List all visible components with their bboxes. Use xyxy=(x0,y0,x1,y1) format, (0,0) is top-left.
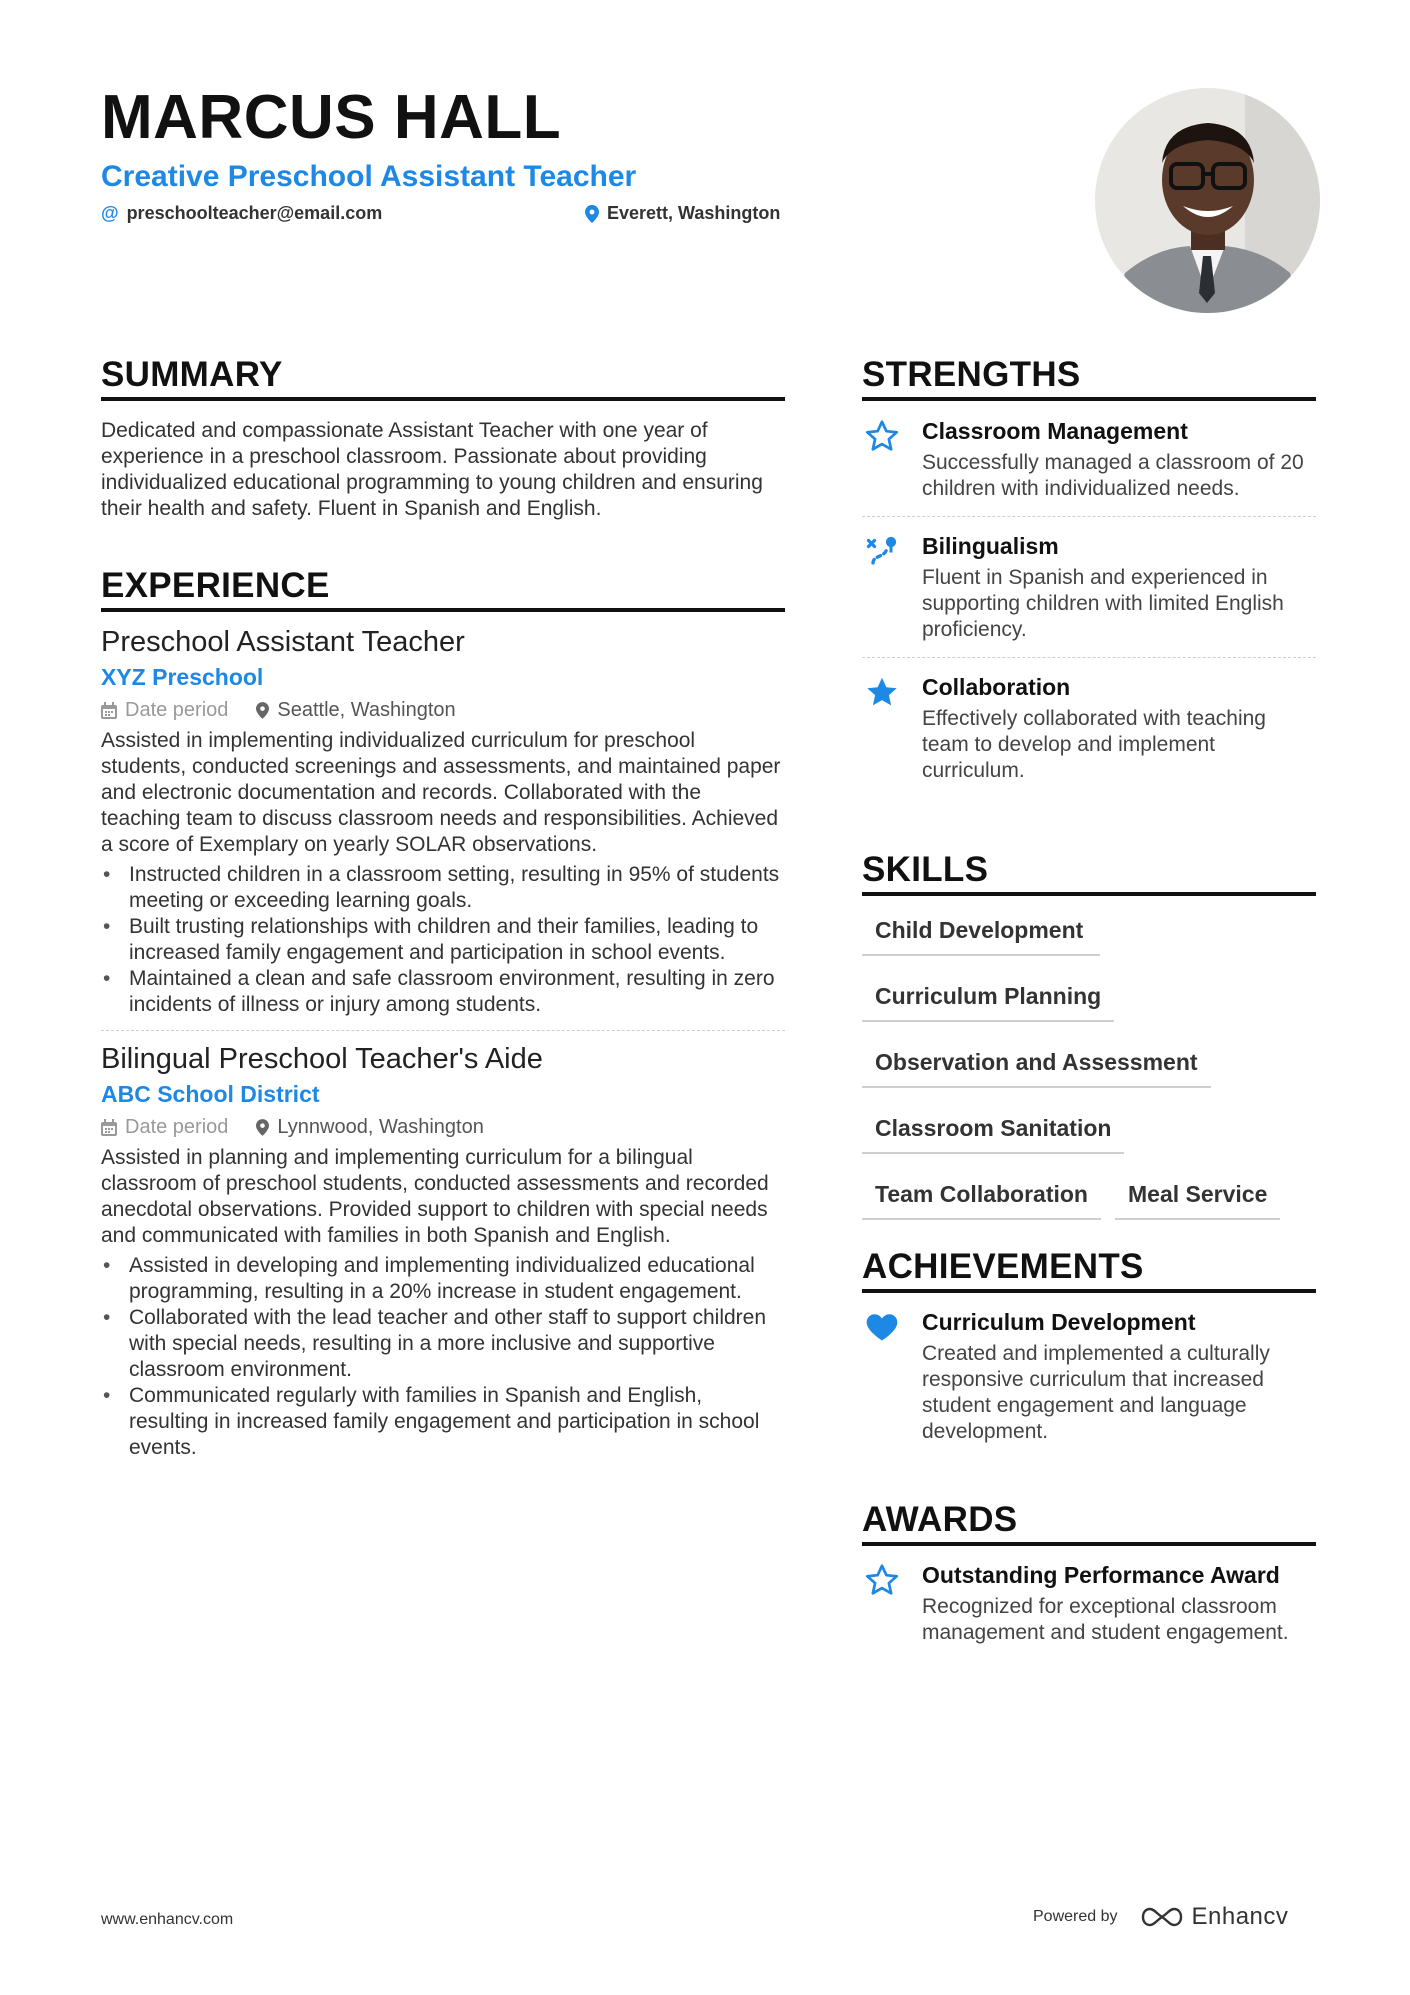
strengths-heading: STRENGTHS xyxy=(862,355,1081,394)
strength-description: Fluent in Spanish and experienced in supporting children with limited English proficiency. xyxy=(922,566,1284,641)
job-bullets xyxy=(101,862,785,1018)
skill-tag: Curriculum Planning xyxy=(862,975,1114,1022)
achievements-heading: ACHIEVEMENTS xyxy=(862,1247,1144,1286)
footer-website-link[interactable]: www.enhancv.com xyxy=(101,1911,234,1928)
skill-tag: Meal Service xyxy=(1115,1173,1280,1220)
job-bullet: • Communicated regularly with families in Spanish and English, resulting in increased family engagement and participation in school events. xyxy=(101,1383,785,1461)
location-pin-icon xyxy=(256,1119,269,1136)
awards-list xyxy=(862,1560,1316,1646)
award-description: Recognized for exceptional classroom management and student engagement. xyxy=(922,1595,1289,1644)
experience-list xyxy=(101,624,785,1461)
summary-heading: SUMMARY xyxy=(101,355,283,394)
strength-title: Classroom Management xyxy=(922,418,1188,444)
strength-title: Bilingualism xyxy=(922,533,1059,559)
calendar-icon xyxy=(101,702,117,719)
experience-entry xyxy=(101,624,785,1018)
job-description: Assisted in planning and implementing curriculum for a bilingual classroom of preschool students, conducted assessments and recorded anecdotal observations. Provided support to children with special needs and communicated with families in both Spanish and English. xyxy=(101,1146,769,1247)
job-bullet: • Maintained a clean and safe classroom environment, resulting in zero incidents of illness or injury among students. xyxy=(101,966,785,1018)
achievements-list xyxy=(862,1307,1316,1445)
job-location xyxy=(256,1113,483,1141)
heart-icon xyxy=(864,1309,900,1345)
candidate-headline: Creative Preschool Assistant Teacher xyxy=(101,160,637,193)
location-pin-icon xyxy=(585,205,599,223)
contact-email[interactable] xyxy=(101,203,382,224)
skill-tag: Team Collaboration xyxy=(862,1173,1101,1220)
location-text: Everett, Washington xyxy=(607,203,781,223)
job-meta xyxy=(101,1113,785,1141)
award-title: Outstanding Performance Award xyxy=(922,1562,1280,1588)
job-bullet: • Assisted in developing and implementing individualized educational programming, resulting in a 20% increase in student engagement. xyxy=(101,1253,785,1305)
job-title: Preschool Assistant Teacher xyxy=(101,626,465,658)
profile-photo xyxy=(1095,88,1320,313)
footer-powered-by[interactable] xyxy=(1033,1903,1288,1931)
company-name: ABC School District xyxy=(101,1081,320,1107)
route-icon xyxy=(864,533,900,569)
award-item xyxy=(862,1560,1316,1646)
job-description: Assisted in implementing individualized curriculum for preschool students, conducted screenings and assessments, and maintained paper and electronic documentation and records. Collaborated with the teaching team to discuss classroom needs and responsibilities. Achieved a score of Exemplary on yearly SOLAR observations. xyxy=(101,729,781,856)
experience-rule xyxy=(101,608,785,612)
candidate-name: MARCUS HALL xyxy=(101,83,562,152)
strengths-rule xyxy=(862,397,1316,401)
brand-name: Enhancv xyxy=(1191,1903,1289,1930)
job-date xyxy=(101,1113,228,1141)
calendar-icon xyxy=(101,1119,117,1136)
awards-rule xyxy=(862,1542,1316,1546)
strength-item xyxy=(862,531,1316,643)
at-icon: @ xyxy=(101,203,119,223)
brand-logo xyxy=(1140,1903,1289,1931)
achievement-item xyxy=(862,1307,1316,1445)
skills-list xyxy=(862,909,1316,1239)
location-pin-icon xyxy=(256,702,269,719)
job-date-text: Date period xyxy=(125,1116,229,1138)
summary-text: Dedicated and compassionate Assistant Teacher with one year of experience in a preschool classroom. Passionate about providing individualized educational programming to young children and ensuring their health and safety. Fluent in Spanish and English. xyxy=(101,419,763,520)
enhancv-logo-icon xyxy=(1140,1906,1184,1928)
skill-tag: Child Development xyxy=(862,909,1100,956)
achievement-title: Curriculum Development xyxy=(922,1309,1196,1335)
achievement-description: Created and implemented a culturally responsive curriculum that increased student engagement and language development. xyxy=(922,1342,1270,1443)
strength-title: Collaboration xyxy=(922,674,1071,700)
job-location-text: Seattle, Washington xyxy=(277,699,456,721)
job-bullet: • Collaborated with the lead teacher and other staff to support children with special needs, resulting in a more inclusive and supportive classroom environment. xyxy=(101,1305,785,1383)
skills-heading: SKILLS xyxy=(862,850,989,889)
awards-heading: AWARDS xyxy=(862,1500,1018,1539)
skills-rule xyxy=(862,892,1316,896)
experience-heading: EXPERIENCE xyxy=(101,566,330,605)
strengths-list xyxy=(862,416,1316,784)
star-outline-icon xyxy=(864,418,900,454)
summary-rule xyxy=(101,397,785,401)
strength-item xyxy=(862,416,1316,502)
job-meta xyxy=(101,696,785,724)
job-date xyxy=(101,696,228,724)
strength-description: Effectively collaborated with teaching team to develop and implement curriculum. xyxy=(922,707,1266,782)
skill-tag: Observation and Assessment xyxy=(862,1041,1211,1088)
job-bullet: • Built trusting relationships with children and their families, leading to increased family engagement and participation in school events. xyxy=(101,914,785,966)
star-outline-icon xyxy=(864,1562,900,1598)
strength-item xyxy=(862,672,1316,784)
job-title: Bilingual Preschool Teacher's Aide xyxy=(101,1043,543,1075)
entry-divider xyxy=(101,1030,785,1031)
powered-by-label: Powered by xyxy=(1033,1908,1118,1925)
job-location xyxy=(256,696,455,724)
skill-tag: Classroom Sanitation xyxy=(862,1107,1124,1154)
contact-location xyxy=(585,203,780,224)
achievements-rule xyxy=(862,1289,1316,1293)
job-bullet: • Instructed children in a classroom setting, resulting in 95% of students meeting or exceeding learning goals. xyxy=(101,862,785,914)
email-text: preschoolteacher@email.com xyxy=(126,203,383,223)
strength-divider xyxy=(862,516,1316,517)
company-name: XYZ Preschool xyxy=(101,664,264,690)
strength-description: Successfully managed a classroom of 20 children with individualized needs. xyxy=(922,451,1304,500)
job-bullets xyxy=(101,1253,785,1461)
job-date-text: Date period xyxy=(125,699,229,721)
strength-divider xyxy=(862,657,1316,658)
experience-entry xyxy=(101,1041,785,1461)
star-filled-icon xyxy=(864,674,900,710)
job-location-text: Lynnwood, Washington xyxy=(277,1116,484,1138)
